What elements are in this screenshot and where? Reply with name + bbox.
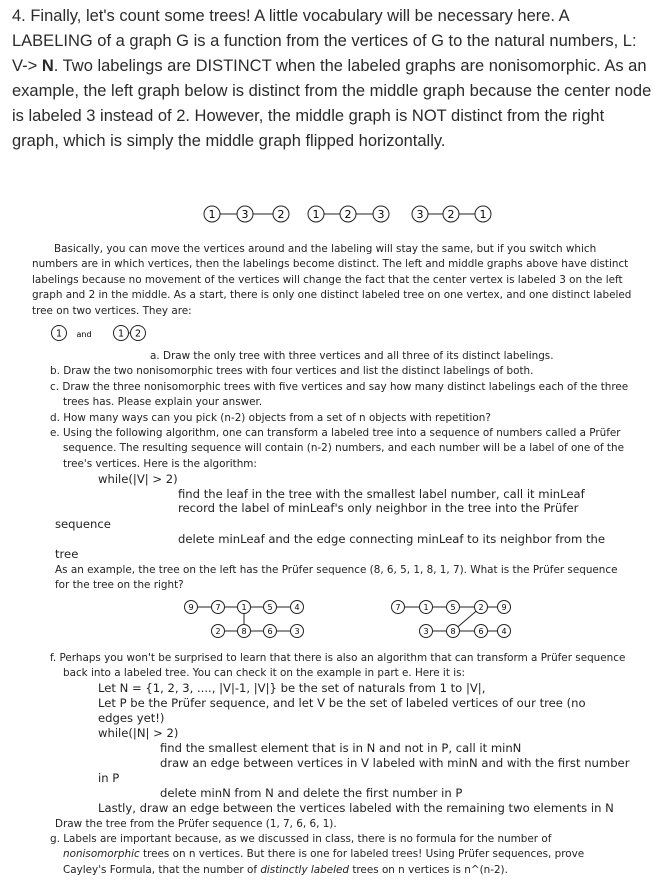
algo-f-line2-cont: in P bbox=[98, 771, 120, 785]
node-label: 2 bbox=[478, 603, 484, 612]
item-g-em-2: distinctly labeled bbox=[260, 863, 350, 876]
node-label: 5 bbox=[267, 603, 273, 612]
algo-f-let-p: Let P be the Prüfer sequence, and let V be the set of labeled vertices of our tree (no edges yet!) bbox=[98, 696, 586, 725]
node-label: 9 bbox=[188, 603, 194, 612]
node-label: 6 bbox=[267, 627, 273, 636]
intro-bold-n: N bbox=[41, 57, 54, 75]
node-label: 8 bbox=[450, 627, 456, 636]
node-label: 7 bbox=[215, 603, 221, 612]
node-label: 1 bbox=[55, 328, 63, 340]
algo-f-let-n: Let N = {1, 2, 3, ...., |V|-1, |V|} be the set of naturals from 1 to |V|, bbox=[98, 681, 486, 695]
item-f: f. Perhaps you won't be surprised to learn that there is also an algorithm that can transform a Prüfer sequence back into a labeled tree. You can check it on the example in part e. Here it is: bbox=[50, 652, 626, 680]
node-label: 9 bbox=[501, 603, 507, 612]
node-label: 7 bbox=[395, 603, 401, 612]
node-label: 1 bbox=[241, 603, 247, 612]
draw-text: Draw the tree from the Prüfer sequence (1, 7, 6, 6, 1). bbox=[55, 818, 337, 830]
node-label: 3 bbox=[416, 208, 424, 221]
node-label: 3 bbox=[423, 627, 429, 636]
item-g-text-2: trees on n vertices. But there is one for labeled trees! Using Prüfer sequences, prove Cayley's Formula, that the number of bbox=[63, 848, 585, 876]
node-label: 3 bbox=[241, 208, 249, 221]
item-e: e. Using the following algorithm, one can transform a labeled tree into a sequence of numbers called a Prüfer sequence. The resulting sequence will contain (n-2) numbers, and each number will be a label of one of the tree's vertices. Here is the algorithm: bbox=[50, 427, 624, 470]
algo-e-while: while(|V| > 2) bbox=[98, 472, 178, 486]
node-label: 1 bbox=[423, 603, 429, 612]
intro-text-1: 4. Finally, let's count some trees! A little vocabulary will be necessary here. A LABELING of a graph G is a function from the vertices of G to the natural numbers, L: V-> bbox=[12, 7, 637, 75]
node-label: 8 bbox=[241, 627, 247, 636]
item-b: b. Draw the two nonisomorphic trees with four vertices and list the distinct labelings of both. bbox=[50, 365, 534, 377]
item-d: d. How many ways can you pick (n-2) objects from a set of n objects with repetition? bbox=[50, 412, 491, 424]
node-label: 1 bbox=[312, 208, 320, 221]
algo-f-line1: find the smallest element that is in N and not in P, call it minN bbox=[160, 741, 522, 755]
item-a: a. Draw the only tree with three vertices and all three of its distinct labelings. bbox=[150, 350, 554, 362]
node-label: 5 bbox=[450, 603, 456, 612]
item-g bbox=[50, 832, 630, 878]
node-label: 3 bbox=[294, 627, 300, 636]
graph-left bbox=[204, 206, 289, 222]
algo-f-last: Lastly, draw an edge between the vertices labeled with the remaining two elements in N bbox=[98, 801, 614, 815]
item-c: c. Draw the three nonisomorphic trees with five vertices and say how many distinct labelings each of the three trees has. Please explain your answer. bbox=[50, 381, 629, 409]
node-label: 2 bbox=[447, 208, 455, 221]
example-text: As an example, the tree on the left has the Prüfer sequence (8, 6, 5, 1, 8, 1, 7). What is the Prüfer sequence for the tree on the right? bbox=[55, 564, 618, 592]
node-label: 2 bbox=[215, 627, 221, 636]
item-g-em-1: nonisomorphic bbox=[63, 848, 140, 861]
item-g-text-1: g. Labels are important because, as we discussed in class, there is no formula for the number of bbox=[50, 833, 552, 845]
graph-right bbox=[412, 206, 491, 222]
algo-e-line3-cont: tree bbox=[55, 547, 79, 561]
node-label: 2 bbox=[277, 208, 285, 221]
node-label: 2 bbox=[344, 208, 352, 221]
node-label: 4 bbox=[294, 603, 300, 612]
small-trees bbox=[52, 326, 146, 341]
example-tree-right bbox=[392, 601, 511, 638]
algo-e-line1: find the leaf in the tree with the smallest label number, call it minLeaf bbox=[178, 487, 585, 501]
intro-text-2: . Two labelings are DISTINCT when the labeled graphs are nonisomorphic. As an example, the left graph below is distinct from the middle graph because the center node is labeled 3 instead of 2. However, the middle graph is NOT distinct from the right graph, which is simply the middle graph flipped horizontally. bbox=[12, 57, 652, 150]
algo-f-while: while(|N| > 2) bbox=[98, 726, 179, 740]
graph-middle bbox=[308, 206, 389, 222]
node-label: 2 bbox=[134, 328, 142, 340]
algo-e-line2-cont: sequence bbox=[55, 517, 111, 531]
algo-e-line3: delete minLeaf and the edge connecting minLeaf to its neighbor from the bbox=[178, 532, 605, 546]
node-label: 1 bbox=[479, 208, 487, 221]
node-label: 3 bbox=[377, 208, 385, 221]
node-label: 6 bbox=[478, 627, 484, 636]
algo-f-line3: delete minN from N and delete the first number in P bbox=[160, 786, 463, 800]
algo-f-line2: draw an edge between vertices in V labeled with minN and with the first number bbox=[160, 756, 630, 770]
explanation-paragraph: Basically, you can move the vertices around and the labeling will stay the same, but if you switch which numbers are in which vertices, then the labelings become distinct. The left and middle graphs above have distinct labelings because no movement of the vertices will change the fact that the center vertex is labeled 3 on the left graph and 2 in the middle. As a start, there is only one distinct labeled tree on one vertex, and one distinct labeled tree on two vertices. They are: bbox=[32, 243, 632, 317]
node-label: 1 bbox=[208, 208, 216, 221]
algo-e-line2: record the label of minLeaf's only neighbor in the tree into the Prüfer bbox=[178, 501, 579, 515]
and-label: and bbox=[76, 330, 92, 339]
node-label: 4 bbox=[501, 627, 507, 636]
node-label: 1 bbox=[117, 328, 125, 340]
item-g-text-3: trees on n vertices is n^(n-2). bbox=[349, 863, 508, 876]
